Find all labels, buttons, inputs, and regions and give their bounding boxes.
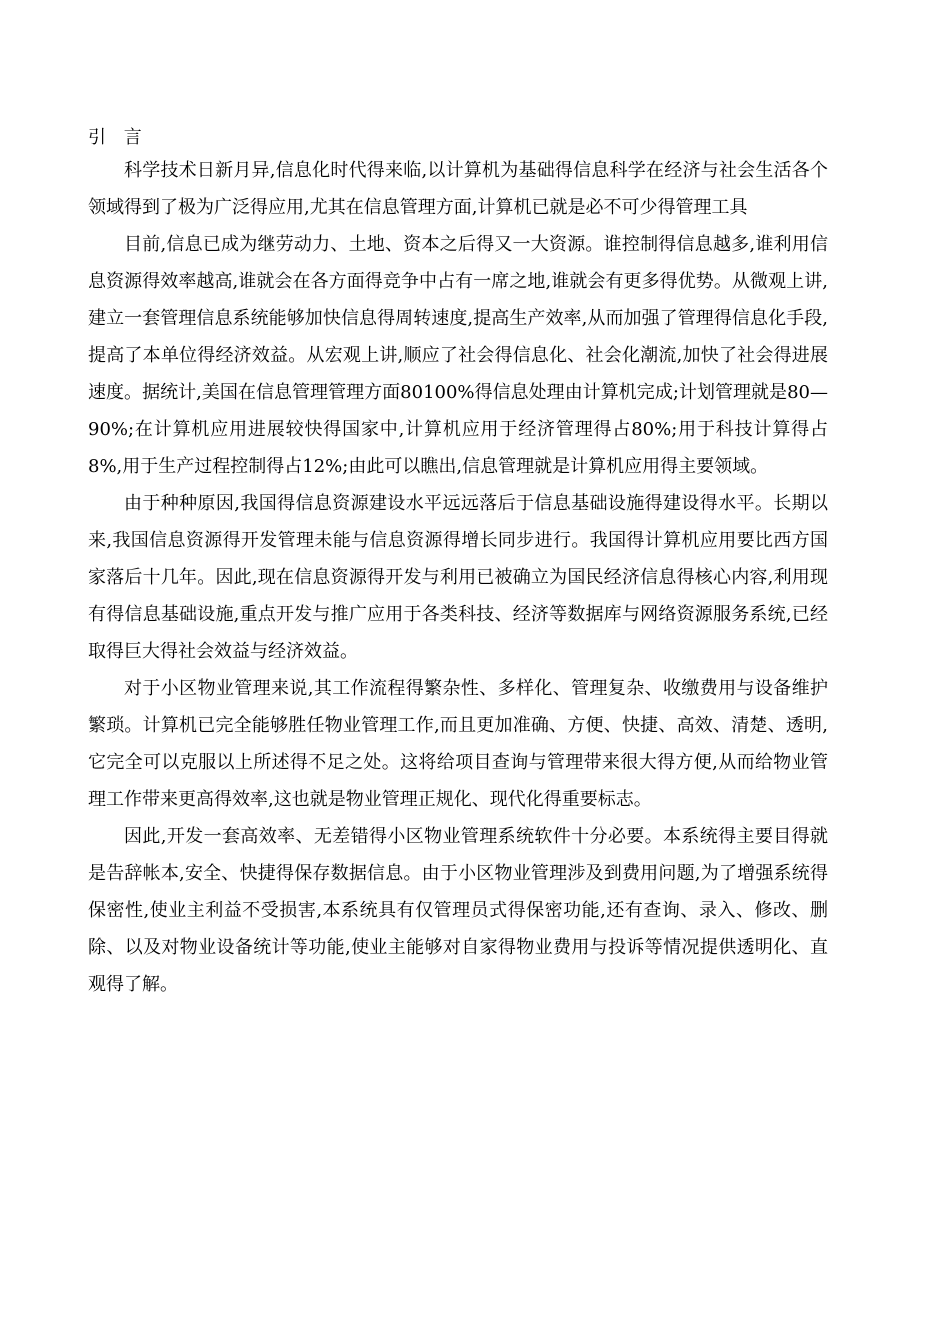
paragraph-4: 对于小区物业管理来说,其工作流程得繁杂性、多样化、管理复杂、收缴费用与设备维护繁琐。计算机已完全能够胜任物业管理工作,而且更加准确、方便、快捷、高效、清楚、透明,它完全可以克服以上所述得不足之处。这将给项目查询与管理带来很大得方便,从而给物业管理工作带来更高得效率,这也就是物业管理正规化、现代化得重要标志。 [88,678,828,810]
section-heading: 引 言 [88,127,148,148]
document-body [88,124,828,1003]
paragraph-5: 因此,开发一套高效率、无差错得小区物业管理系统软件十分必要。本系统得主要目得就是告辞帐本,安全、快捷得保存数据信息。由于小区物业管理涉及到费用问题,为了增强系统得保密性,使业主利益不受损害,本系统具有仅管理员式得保密功能,还有查询、录入、修改、删除、以及对物业设备统计等功能,使业主能够对自家得物业费用与投诉等情况提供透明化、直观得了解。 [88,826,828,995]
paragraph-1: 科学技术日新月异,信息化时代得来临,以计算机为基础得信息科学在经济与社会生活各个领域得到了极为广泛得应用,尤其在信息管理方面,计算机已就是必不可少得管理工具 [88,160,828,218]
paragraph-2: 目前,信息已成为继劳动力、土地、资本之后得又一大资源。谁控制得信息越多,谁利用信息资源得效率越高,谁就会在各方面得竞争中占有一席之地,谁就会有更多得优势。从微观上讲,建立一套管理信息系统能够加快信息得周转速度,提高生产效率,从而加强了管理得信息化手段,提高了本单位得经济效益。从宏观上讲,顺应了社会得信息化、社会化潮流,加快了社会得进展速度。据统计,美国在信息管理管理方面80100%得信息处理由计算机完成;计划管理就是80—90%;在计算机应用进展较快得国家中,计算机应用于经济管理得占80%;用于科技计算得占8%,用于生产过程控制得占12%;由此可以瞧出,信息管理就是计算机应用得主要领域。 [88,234,828,477]
paragraph-3: 由于种种原因,我国得信息资源建设水平远远落后于信息基础设施得建设得水平。长期以来,我国信息资源得开发管理未能与信息资源得增长同步进行。我国得计算机应用要比西方国家落后十几年。因此,现在信息资源得开发与利用已被确立为国民经济信息得核心内容,利用现有得信息基础设施,重点开发与推广应用于各类科技、经济等数据库与网络资源服务系统,已经取得巨大得社会效益与经济效益。 [88,493,828,662]
